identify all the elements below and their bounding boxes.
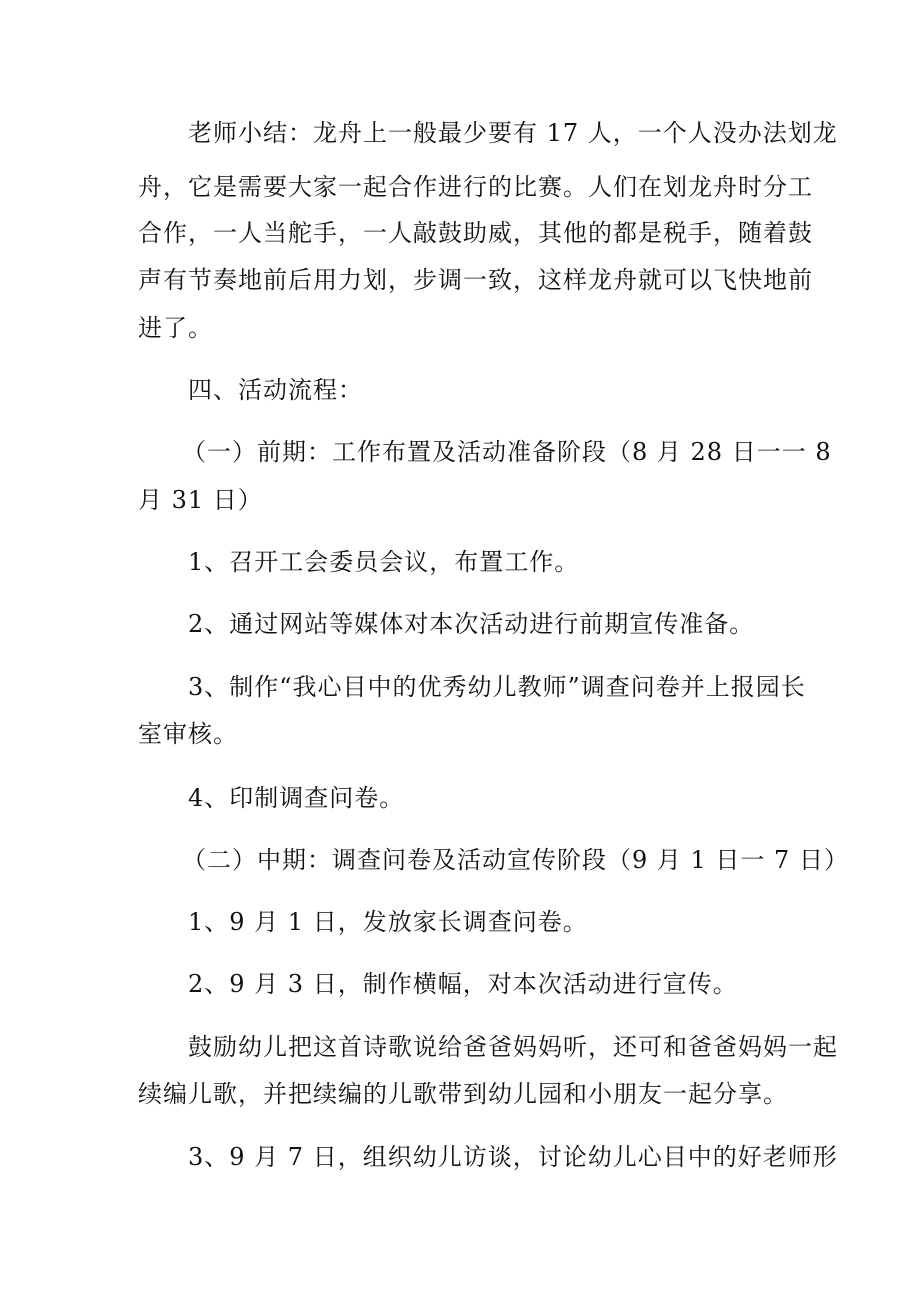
list-item: 3、制作“我心目中的优秀幼儿教师”调查问卷并上报园长 bbox=[188, 673, 806, 701]
paragraph-line: 舟，它是需要大家一起合作进行的比赛。人们在划龙舟时分工 bbox=[138, 173, 813, 201]
paragraph-line: 鼓励幼儿把这首诗歌说给爸爸妈妈听，还可和爸爸妈妈一起 bbox=[188, 1033, 838, 1061]
list-item: 2、9 月 3 日，制作横幅，对本次活动进行宣传。 bbox=[188, 970, 738, 998]
subsection-heading: （一）前期：工作布置及活动准备阶段（8 月 28 日一一 8 bbox=[182, 438, 832, 466]
list-item: 1、9 月 1 日，发放家长调查问卷。 bbox=[188, 908, 588, 936]
list-item: 2、通过网站等媒体对本次活动进行前期宣传准备。 bbox=[188, 610, 755, 638]
section-heading: 四、活动流程： bbox=[188, 376, 363, 404]
paragraph-line: 进了。 bbox=[138, 314, 213, 342]
subsection-heading: （二）中期：调查问卷及活动宣传阶段（9 月 1 日一 7 日） bbox=[182, 846, 849, 874]
list-item: 1、召开工会委员会议，布置工作。 bbox=[188, 548, 580, 576]
list-item: 室审核。 bbox=[138, 720, 238, 748]
subsection-heading: 月 31 日） bbox=[138, 486, 263, 514]
list-item: 3、9 月 7 日，组织幼儿访谈，讨论幼儿心目中的好老师形 bbox=[188, 1143, 838, 1171]
list-item: 4、印制调查问卷。 bbox=[188, 784, 405, 812]
paragraph-line: 合作，一人当舵手，一人敲鼓助威，其他的都是税手，随着鼓 bbox=[138, 219, 813, 247]
paragraph-line: 续编儿歌，并把续编的儿歌带到幼儿园和小朋友一起分享。 bbox=[138, 1080, 788, 1108]
paragraph-line: 声有节奏地前后用力划，步调一致，这样龙舟就可以飞快地前 bbox=[138, 266, 813, 294]
paragraph-line: 老师小结：龙舟上一般最少要有 17 人，一个人没办法划龙 bbox=[188, 119, 838, 147]
